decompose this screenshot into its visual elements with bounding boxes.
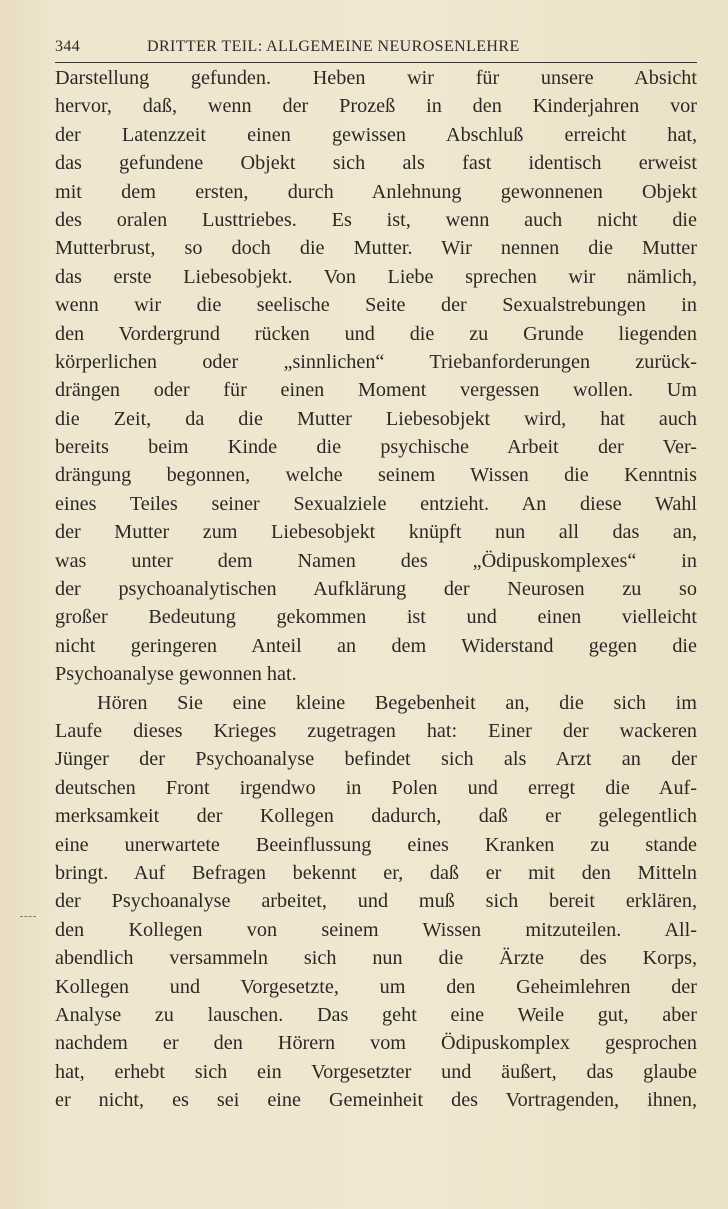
text-line: wenn wir die seelische Seite der Sexualstrebungen in [55, 294, 697, 317]
running-title: DRITTER TEIL: ALLGEMEINE NEUROSENLEHRE [147, 38, 520, 55]
text-line: deutschen Front irgendwo in Polen und erregt die Auf- [55, 776, 697, 799]
text-line: eine unerwartete Beeinflussung eines Kranken zu stande [55, 833, 697, 856]
page-number: 344 [55, 38, 81, 55]
text-line: den Vordergrund rücken und die zu Grunde liegenden [55, 322, 697, 345]
text-line: drängen oder für einen Moment vergessen wollen. Um [55, 379, 697, 402]
paragraph-start-line: Hören Sie eine kleine Begebenheit an, die sich im [97, 691, 697, 714]
text-line: des oralen Lusttriebes. Es ist, wenn auch nicht die [55, 208, 697, 231]
body-text [55, 64, 697, 1114]
text-line: nicht geringeren Anteil an dem Widerstand gegen die [55, 634, 697, 657]
header-rule [55, 62, 697, 63]
text-line: Darstellung gefunden. Heben wir für unsere Absicht [55, 67, 697, 89]
text-line: merksamkeit der Kollegen dadurch, daß er gelegentlich [55, 805, 697, 828]
margin-pencil-mark [20, 916, 36, 917]
text-line: Mutterbrust, so doch die Mutter. Wir nennen die Mutter [55, 237, 697, 260]
text-line: bereits beim Kinde die psychische Arbeit der Ver- [55, 436, 697, 459]
text-line: das gefundene Objekt sich als fast identisch erweist [55, 152, 697, 175]
text-line: er nicht, es sei eine Gemeinheit des Vortragenden, ihnen, [55, 1089, 697, 1112]
text-line: hat, erhebt sich ein Vorgesetzter und äußert, das glaube [55, 1060, 697, 1083]
text-line: was unter dem Namen des „Ödipuskomplexes“ in [55, 549, 697, 572]
text-line: Laufe dieses Krieges zugetragen hat: Einer der wackeren [55, 719, 697, 742]
text-line: bringt. Auf Befragen bekennt er, daß er mit den Mitteln [55, 861, 697, 884]
text-line: der Latenzzeit einen gewissen Abschluß erreicht hat, [55, 123, 697, 146]
text-line: der Mutter zum Liebesobjekt knüpft nun all das an, [55, 521, 697, 544]
text-line: die Zeit, da die Mutter Liebesobjekt wird, hat auch [55, 407, 697, 430]
text-line: körperlichen oder „sinnlichen“ Triebanforderungen zurück- [55, 350, 697, 373]
text-line: der psychoanalytischen Aufklärung der Neurosen zu so [55, 578, 697, 601]
text-line: eines Teiles seiner Sexualziele entzieht. An diese Wahl [55, 492, 697, 515]
text-line: drängung begonnen, welche seinem Wissen die Kenntnis [55, 464, 697, 487]
text-line: Jünger der Psychoanalyse befindet sich als Arzt an der [55, 748, 697, 771]
text-line: nachdem er den Hörern vom Ödipuskomplex gesprochen [55, 1032, 697, 1055]
text-line: großer Bedeutung gekommen ist und einen vielleicht [55, 606, 697, 629]
text-line: Kollegen und Vorgesetzte, um den Geheimlehren der [55, 975, 697, 998]
text-line: den Kollegen von seinem Wissen mitzuteilen. All- [55, 918, 697, 941]
text-line: der Psychoanalyse arbeitet, und muß sich bereit erklären, [55, 890, 697, 913]
text-line: Analyse zu lauschen. Das geht eine Weile gut, aber [55, 1003, 697, 1026]
text-line: mit dem ersten, durch Anlehnung gewonnenen Objekt [55, 180, 697, 203]
running-head [55, 38, 697, 60]
paragraph-end-line: Psychoanalyse gewonnen hat. [55, 663, 297, 686]
text-line: abendlich versammeln sich nun die Ärzte des Korps, [55, 947, 697, 970]
text-line: hervor, daß, wenn der Prozeß in den Kinderjahren vor [55, 95, 697, 118]
text-line: das erste Liebesobjekt. Von Liebe sprechen wir nämlich, [55, 265, 697, 288]
